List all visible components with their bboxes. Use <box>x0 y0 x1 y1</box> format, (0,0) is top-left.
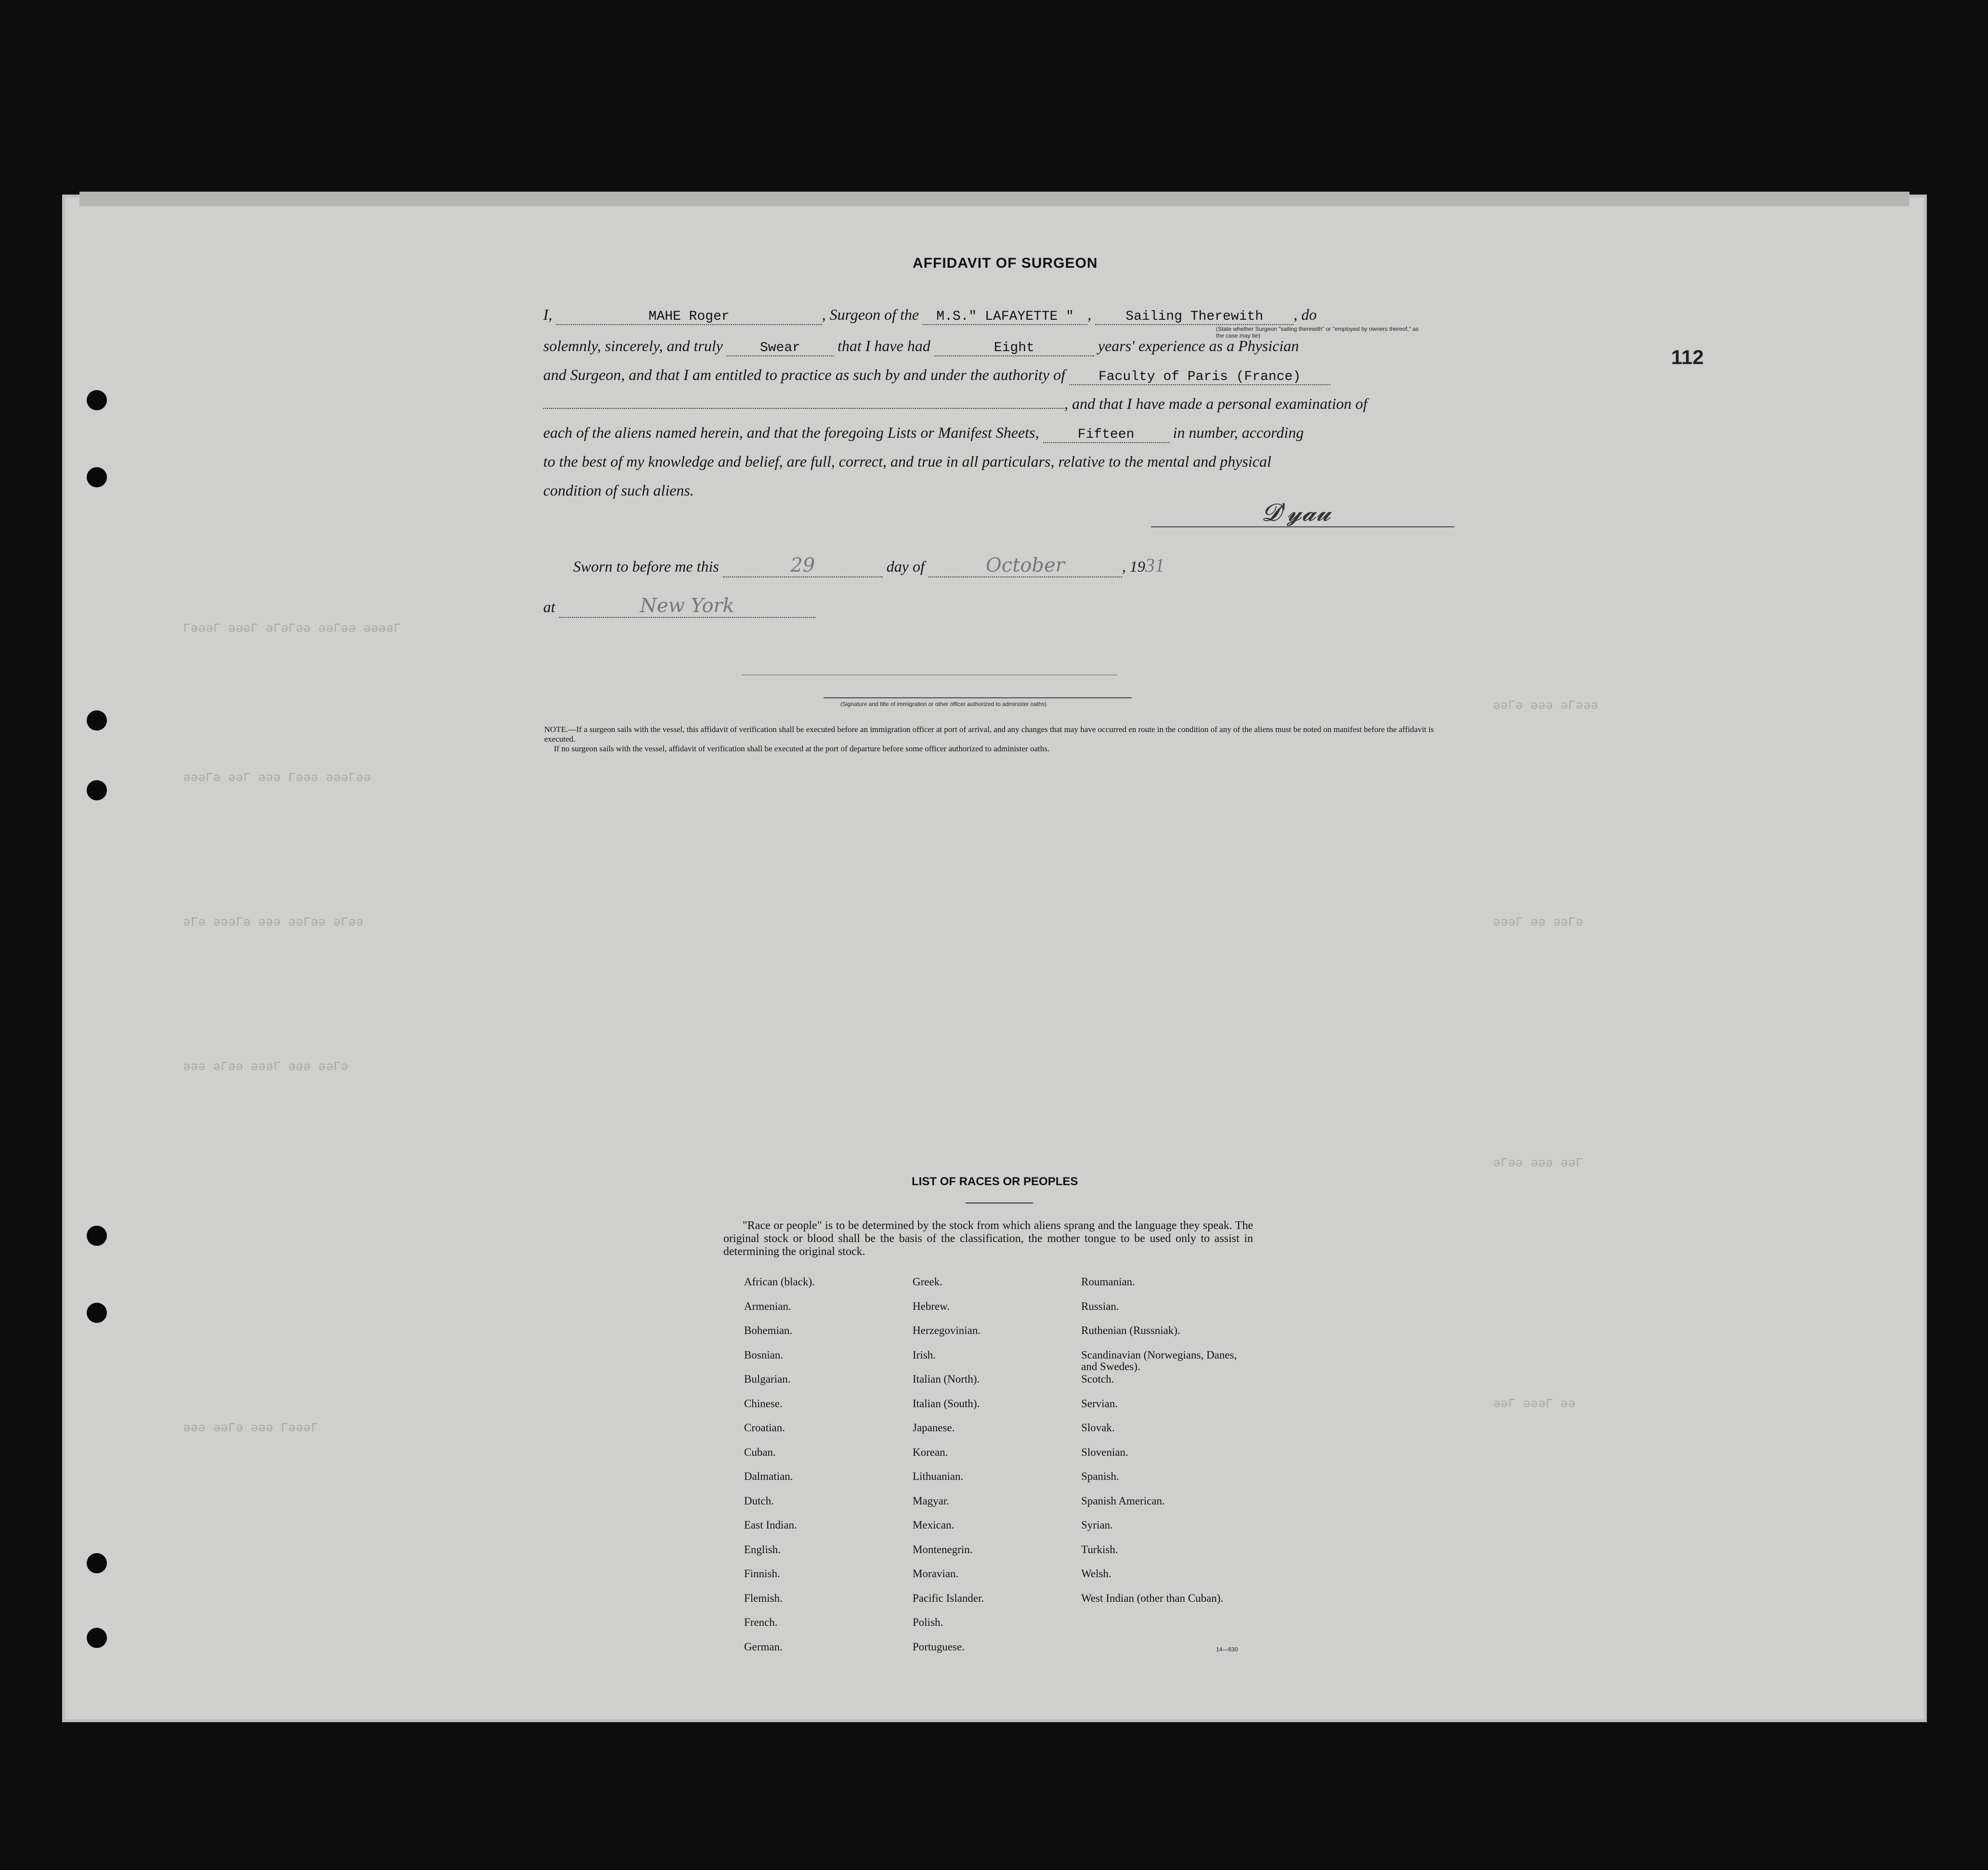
text: in number, according <box>1173 424 1304 441</box>
form-code: 14—630 <box>1216 1646 1238 1653</box>
punch-hole <box>87 1226 107 1246</box>
text: at <box>543 598 555 615</box>
text: condition of such aliens. <box>543 482 694 499</box>
races-title: LIST OF RACES OR PEOPLES <box>912 1175 1078 1188</box>
sworn-year: 31 <box>1145 554 1164 576</box>
sailing-note: (State whether Surgeon "sailing therewith" or "employed by owners thereof," as the case may be) <box>1216 326 1419 339</box>
race-item: Slovenian. <box>1081 1446 1128 1458</box>
races-intro: "Race or people" is to be determined by the stock from which aliens sprang and the language they speak. The original stock or blood shall be the basis of the classification, the mother tongue to be used only to assist in determining the original stock. <box>723 1219 1253 1258</box>
affidavit-line-4 <box>543 395 1367 413</box>
race-item: German. <box>744 1640 783 1653</box>
affidavit-line-3 <box>543 366 1330 385</box>
text: and Surgeon, and that I am entitled to practice as such by and under the authority of <box>543 366 1065 383</box>
text: , <box>1087 306 1092 323</box>
affidavit-title: AFFIDAVIT OF SURGEON <box>913 255 1098 271</box>
text: day of <box>886 558 925 575</box>
race-item: Lithuanian. <box>913 1470 964 1482</box>
sheets-count-field: Fifteen <box>1043 427 1169 443</box>
text: , Surgeon of the <box>822 306 919 323</box>
surgeon-signature: 𝓓'𝔂𝓪𝓾 <box>1262 498 1331 526</box>
race-item: Dutch. <box>744 1494 774 1507</box>
race-item: Pacific Islander. <box>913 1592 984 1604</box>
race-item: East Indian. <box>744 1519 797 1531</box>
punch-hole <box>87 467 107 487</box>
text: , and that I have made a personal examination of <box>1064 395 1368 412</box>
note-1: NOTE.—If a surgeon sails with the vessel, this affidavit of verification shall be executed before an immigration officer at port of arrival, and any changes that may have occurred en route in the condition of any of the aliens must be noted on manifest before the affidavit is executed. <box>544 725 1434 744</box>
affidavit-line-1 <box>543 306 1317 325</box>
race-item: Polish. <box>913 1616 943 1628</box>
race-item: Croatian. <box>744 1422 785 1434</box>
race-item: Portuguese. <box>913 1640 965 1653</box>
punch-hole <box>87 1303 107 1323</box>
race-item: Chinese. <box>744 1397 783 1410</box>
affidavit-line-7 <box>543 482 694 499</box>
affidavit-line-2 <box>543 337 1299 356</box>
punch-hole <box>87 390 107 410</box>
race-item: Bulgarian. <box>744 1373 791 1385</box>
race-item: Bosnian. <box>744 1348 784 1361</box>
at-line <box>543 595 815 618</box>
sworn-day-field: 29 <box>723 554 883 577</box>
note-2: If no surgeon sails with the vessel, affidavit of verification shall be executed at the port of departure before some officer authorized to administer oaths. <box>554 744 1050 753</box>
note <box>544 725 1454 754</box>
race-item: Italian (South). <box>913 1397 980 1410</box>
race-item: French. <box>744 1616 778 1628</box>
text: that I have had <box>837 337 930 354</box>
text: solemnly, sincerely, and truly <box>543 337 723 354</box>
race-item: Servian. <box>1081 1397 1118 1410</box>
sailing-status-field: Sailing Therewith <box>1095 309 1294 325</box>
race-item: Flemish. <box>744 1592 783 1604</box>
race-item: Welsh. <box>1081 1568 1112 1580</box>
punch-hole <box>87 1553 107 1573</box>
races-column-3 <box>1081 1276 1255 1617</box>
race-item: Mexican. <box>913 1519 955 1531</box>
race-item: Korean. <box>913 1446 948 1458</box>
officer-caption: (Signature and title of immigration or other officer authorized to administer oaths) <box>840 701 1046 707</box>
race-item: Bohemian. <box>744 1324 793 1336</box>
race-item: Turkish. <box>1081 1543 1118 1556</box>
officer-signature <box>742 636 1117 676</box>
years-field: Eight <box>934 340 1094 356</box>
officer-signature-line <box>824 697 1132 698</box>
at-place-field: New York <box>559 595 815 618</box>
race-item: Ruthenian (Russniak). <box>1081 1324 1180 1336</box>
race-item: African (black). <box>744 1276 815 1288</box>
text: , do <box>1294 306 1317 323</box>
punch-hole <box>87 1628 107 1648</box>
affidavit-line-6 <box>543 453 1271 471</box>
sworn-line <box>573 554 1164 577</box>
race-item: Hebrew. <box>913 1300 950 1312</box>
text: each of the aliens named herein, and that the foregoing Lists or Manifest Sheets, <box>543 424 1039 441</box>
race-item: Greek. <box>913 1276 942 1288</box>
race-item: Cuban. <box>744 1446 776 1458</box>
text: years' experience as a Physician <box>1098 337 1299 354</box>
authority-continuation-field <box>543 408 1064 409</box>
text: I, <box>543 306 552 323</box>
text: , 19 <box>1122 558 1145 575</box>
sworn-month-field: October <box>929 554 1122 577</box>
race-item: Spanish. <box>1081 1470 1119 1482</box>
race-item: Montenegrin. <box>913 1543 973 1556</box>
page-number: 112 <box>1671 346 1704 368</box>
race-item: Roumanian. <box>1081 1276 1135 1288</box>
punch-hole <box>87 780 107 800</box>
sheet-edge <box>79 192 1910 206</box>
authority-field: Faculty of Paris (France) <box>1069 369 1330 385</box>
race-item: Finnish. <box>744 1568 780 1580</box>
text: to the best of my knowledge and belief, are full, correct, and true in all particulars, relative to the mental and physical <box>543 453 1271 470</box>
surgeon-name-field: MAHE Roger <box>556 309 822 325</box>
race-item: Italian (North). <box>913 1373 980 1385</box>
race-item: Slovak. <box>1081 1422 1115 1434</box>
race-item: Spanish American. <box>1081 1494 1165 1507</box>
races-column-1 <box>744 1276 889 1665</box>
race-item: Syrian. <box>1081 1519 1113 1531</box>
race-item: West Indian (other than Cuban). <box>1081 1592 1224 1604</box>
race-item: Russian. <box>1081 1300 1119 1312</box>
text: Sworn to before me this <box>573 558 719 575</box>
punch-hole <box>87 710 107 731</box>
race-item: Magyar. <box>913 1494 950 1507</box>
race-item: Japanese. <box>913 1422 955 1434</box>
ship-name-field: M.S." LAFAYETTE " <box>923 309 1087 325</box>
race-item: Scandinavian (Norwegians, Danes, and Swedes). <box>1081 1348 1237 1373</box>
races-column-2 <box>913 1276 1067 1665</box>
race-item: Scotch. <box>1081 1373 1114 1385</box>
race-item: English. <box>744 1543 781 1556</box>
oath-field: Swear <box>727 340 834 356</box>
affidavit-line-5 <box>543 424 1304 443</box>
race-item: Herzegovinian. <box>913 1324 981 1336</box>
race-item: Moravian. <box>913 1568 959 1580</box>
race-item: Dalmatian. <box>744 1470 793 1482</box>
race-item: Armenian. <box>744 1300 791 1312</box>
race-item: Irish. <box>913 1348 936 1361</box>
